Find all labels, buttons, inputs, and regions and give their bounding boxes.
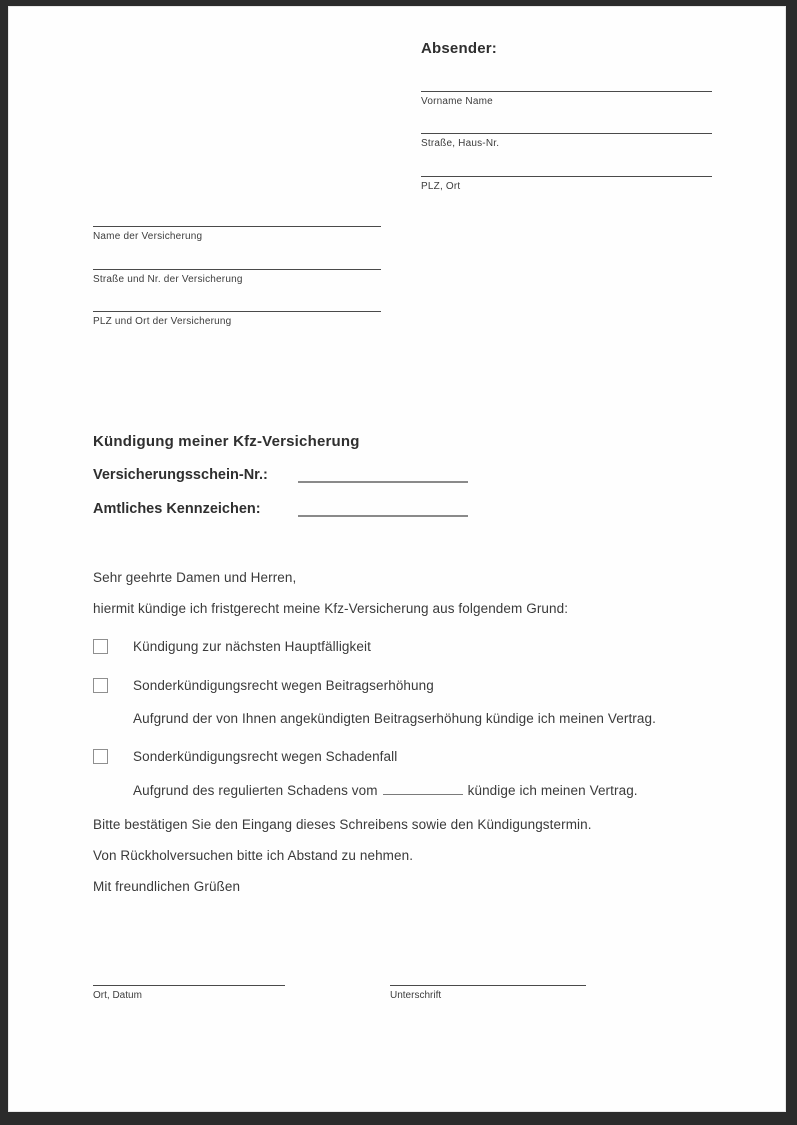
sender-street-field[interactable] [421, 133, 712, 149]
reason-beitragserhoehung-label: Sonderkündigungsrecht wegen Beitragserhöhung [133, 678, 434, 693]
sender-name-label: Vorname Name [421, 96, 493, 107]
recipient-city-field[interactable] [93, 311, 381, 327]
policy-number-label: Versicherungsschein-Nr.: [93, 467, 268, 483]
signature-field[interactable] [390, 985, 586, 1001]
date-place-field[interactable] [93, 985, 285, 1001]
schadenfall-note-after: kündige ich meinen Vertrag. [467, 783, 638, 798]
checkbox-beitragserhoehung[interactable] [93, 678, 108, 693]
reason-hauptfaelligkeit-label: Kündigung zur nächsten Hauptfälligkeit [133, 639, 371, 654]
closing-confirmation-line: Bitte bestätigen Sie den Eingang dieses Schreibens sowie den Kündigungstermin. [93, 817, 592, 832]
document-page [8, 6, 786, 1112]
schadenfall-note-before: Aufgrund des regulierten Schadens vom [133, 783, 378, 798]
recipient-name-label: Name der Versicherung [93, 231, 203, 242]
recipient-city-label: PLZ und Ort der Versicherung [93, 316, 232, 327]
policy-number-field[interactable] [298, 481, 468, 483]
reason-schadenfall-label: Sonderkündigungsrecht wegen Schadenfall [133, 749, 398, 764]
date-place-label: Ort, Datum [93, 990, 142, 1001]
salutation: Sehr geehrte Damen und Herren, [93, 570, 297, 585]
sender-heading: Absender: [421, 40, 497, 57]
letter-subject-title: Kündigung meiner Kfz-Versicherung [93, 433, 360, 450]
license-plate-label: Amtliches Kennzeichen: [93, 501, 261, 517]
checkbox-schadenfall[interactable] [93, 749, 108, 764]
intro-paragraph: hiermit kündige ich fristgerecht meine Kfz-Versicherung aus folgendem Grund: [93, 601, 569, 616]
sender-street-label: Straße, Haus-Nr. [421, 138, 500, 149]
recipient-name-field[interactable] [93, 226, 381, 242]
reason-schadenfall-note [133, 783, 638, 798]
sender-city-field[interactable] [421, 176, 712, 192]
damage-date-field[interactable] [383, 784, 463, 795]
checkbox-hauptfaelligkeit[interactable] [93, 639, 108, 654]
reason-beitragserhoehung-note: Aufgrund der von Ihnen angekündigten Beitragserhöhung kündige ich meinen Vertrag. [133, 711, 656, 726]
closing-no-retention-line: Von Rückholversuchen bitte ich Abstand zu nehmen. [93, 848, 414, 863]
recipient-street-label: Straße und Nr. der Versicherung [93, 274, 243, 285]
sender-city-label: PLZ, Ort [421, 181, 461, 192]
sender-name-field[interactable] [421, 91, 712, 107]
recipient-street-field[interactable] [93, 269, 381, 285]
license-plate-field[interactable] [298, 515, 468, 517]
closing-regards-line: Mit freundlichen Grüßen [93, 879, 241, 894]
signature-label: Unterschrift [390, 990, 442, 1001]
